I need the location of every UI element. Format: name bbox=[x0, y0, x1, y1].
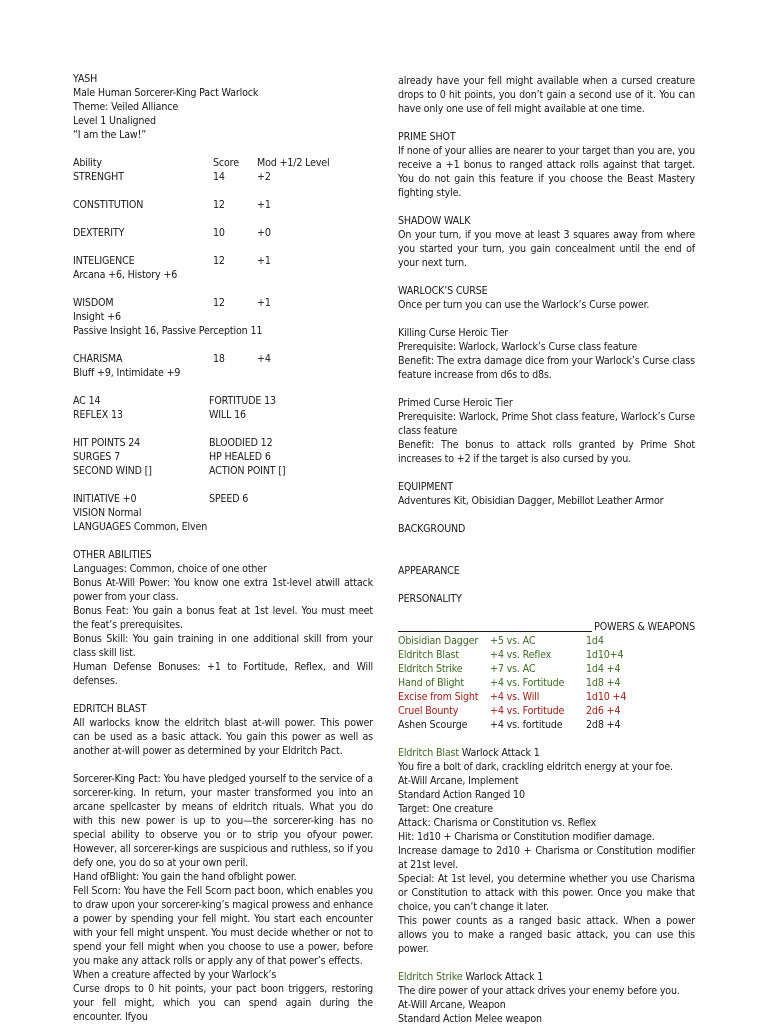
fell-scorn-text: Fell Scorn: You have the Fell Scorn pact boon, which enables you to draw upon your sorcerer-king’s magical prowess and enhance a power by spending your fell might. You start each encounter with your fell might unspent. You must decide whether or not to spend your fell might when you choose to use a power, before you make any attack rolls or apply any of that power’s effects. bbox=[73, 885, 373, 967]
mod-header: Mod +1/2 Level bbox=[257, 157, 330, 169]
ability-mod: +0 bbox=[257, 227, 271, 239]
ability-score: 12 bbox=[213, 255, 225, 267]
ability-row-int bbox=[73, 254, 373, 268]
will: WILL 16 bbox=[209, 409, 246, 421]
power-row-ashen-scourge bbox=[398, 718, 695, 732]
power-detail-line: Hit: 1d10 + Charisma or Constitution modifier damage. bbox=[398, 831, 655, 843]
power-name: Hand of Blight bbox=[398, 677, 464, 689]
wis-skills: Insight +6 bbox=[73, 311, 121, 323]
ability-row-dex bbox=[73, 226, 373, 240]
primed-curse-prerequisite: Prerequisite: Warlock, Prime Shot class feature, Warlock’s Curse class feature bbox=[398, 411, 695, 437]
power-name: Eldritch Strike bbox=[398, 663, 463, 675]
eldritch-blast-power-title: Eldritch Blast bbox=[398, 747, 459, 759]
ability-row-str bbox=[73, 170, 373, 184]
warlocks-curse-title: WARLOCK’S CURSE bbox=[398, 285, 488, 297]
hand-of-blight-text: Hand ofBlight: You gain the hand ofblight power. bbox=[73, 871, 297, 883]
eldritch-blast-text: All warlocks know the eldritch blast at-will power. This power can be used as a basic attack. You gain this power as well as another at-will power as determined by your Eldritch Pact. bbox=[73, 717, 373, 757]
powers-header-rule bbox=[398, 620, 592, 632]
fortitude: FORTITUDE 13 bbox=[209, 395, 276, 407]
other-ability-line: Bonus Skill: You gain training in one additional skill from your class skill list. bbox=[73, 633, 373, 659]
ability-header: Ability bbox=[73, 157, 102, 169]
fell-scorn-curse-text: Curse drops to 0 hit points, your pact boon triggers, restoring your fell might, which you can spend again during the encounter. Ifyou bbox=[73, 983, 373, 1023]
power-damage: 1d8 +4 bbox=[586, 677, 621, 689]
defense-row-2 bbox=[73, 408, 373, 422]
ability-mod: +1 bbox=[257, 297, 271, 309]
power-name: Obisidian Dagger bbox=[398, 635, 479, 647]
ability-mod: +1 bbox=[257, 199, 271, 211]
ability-header-row bbox=[73, 156, 373, 170]
power-row-eldritch-blast bbox=[398, 648, 695, 662]
shadow-walk-title: SHADOW WALK bbox=[398, 215, 471, 227]
primed-curse-benefit: Benefit: The bonus to attack rolls granted by Prime Shot increases to +2 if the target is also cursed by you. bbox=[398, 439, 695, 465]
power-attack: +7 vs. AC bbox=[490, 663, 536, 675]
powers-header-label: POWERS & WEAPONS bbox=[594, 621, 695, 633]
power-detail-line: You fire a bolt of dark, crackling eldritch energy at your foe. bbox=[398, 761, 673, 773]
primed-curse-title: Primed Curse Heroic Tier bbox=[398, 397, 513, 409]
power-row-cruel-bounty bbox=[398, 704, 695, 718]
power-detail-line: Target: One creature bbox=[398, 803, 493, 815]
warlocks-curse-text: Once per turn you can use the Warlock’s Curse power. bbox=[398, 299, 650, 311]
power-detail-line: Attack: Charisma or Constitution vs. Reflex bbox=[398, 817, 597, 829]
fell-scorn-trigger-text: When a creature affected by your Warlock’s bbox=[73, 969, 277, 981]
action-point-checkbox[interactable]: ACTION POINT [] bbox=[209, 465, 286, 477]
hp-row-3 bbox=[73, 464, 373, 478]
killing-curse-prerequisite: Prerequisite: Warlock, Warlock’s Curse class feature bbox=[398, 341, 638, 353]
score-header: Score bbox=[213, 157, 239, 169]
power-damage: 2d6 +4 bbox=[586, 705, 621, 717]
ability-score: 14 bbox=[213, 171, 225, 183]
power-damage: 1d10+4 bbox=[586, 649, 624, 661]
ability-name: STRENGHT bbox=[73, 171, 124, 183]
eldritch-strike-power-title: Eldritch Strike bbox=[398, 971, 463, 983]
character-theme: Theme: Veiled Alliance bbox=[73, 101, 179, 113]
power-attack: +4 vs. Fortitude bbox=[490, 705, 565, 717]
ability-name: WISDOM bbox=[73, 297, 114, 309]
power-attack: +4 vs. Reflex bbox=[490, 649, 552, 661]
power-attack: +5 vs. AC bbox=[490, 635, 536, 647]
languages: LANGUAGES Common, Elven bbox=[73, 521, 208, 533]
other-ability-line: Languages: Common, choice of one other bbox=[73, 563, 267, 575]
eldritch-strike-power-type: Warlock Attack 1 bbox=[465, 971, 544, 983]
int-skills: Arcana +6, History +6 bbox=[73, 269, 178, 281]
ability-name: CHARISMA bbox=[73, 353, 123, 365]
right-column bbox=[398, 74, 695, 1026]
other-ability-line: Bonus Feat: You gain a bonus feat at 1st level. You must meet the feat’s prerequisites. bbox=[73, 605, 373, 631]
character-name: YASH bbox=[73, 73, 98, 85]
power-name: Cruel Bounty bbox=[398, 705, 459, 717]
hp-healed: HP HEALED 6 bbox=[209, 451, 271, 463]
equipment-text: Adventures Kit, Obisidian Dagger, Mebillot Leather Armor bbox=[398, 495, 664, 507]
power-detail-line: This power counts as a ranged basic attack. When a power allows you to make a ranged basic attack, you can use this power. bbox=[398, 915, 695, 955]
power-name: Ashen Scourge bbox=[398, 719, 468, 731]
equipment-title: EQUIPMENT bbox=[398, 481, 453, 493]
shadow-walk-text: On your turn, if you move at least 3 squares away from where you started your turn, you gain concealment until the end of your next turn. bbox=[398, 229, 695, 269]
sorcerer-king-pact-text: Sorcerer-King Pact: You have pledged yourself to the service of a sorcerer-king. In return, your master transformed you into an arcane spellcaster by means of eldritch rituals. What you do with this new power is up to you—the sorcerer-king has no special ability to observe you or to strip you ofyour power. However, all sorcerer-kings are suspicious and ruthless, so if you defy one, you do so at your own peril. bbox=[73, 773, 373, 869]
ability-name: INTELIGENCE bbox=[73, 255, 135, 267]
ability-name: CONSTITUTION bbox=[73, 199, 144, 211]
personality-title: PERSONALITY bbox=[398, 593, 462, 605]
reflex: REFLEX 13 bbox=[73, 409, 123, 421]
misc-row-1 bbox=[73, 492, 373, 506]
character-description: Male Human Sorcerer-King Pact Warlock bbox=[73, 87, 259, 99]
ability-mod: +1 bbox=[257, 255, 271, 267]
powers-header bbox=[398, 620, 695, 634]
prime-shot-text: If none of your allies are nearer to your target than you are, you receive a +1 bonus to ranged attack rolls against that target. You do not gain this feature if you choose the Beast Mastery fighting style. bbox=[398, 145, 695, 199]
surges: SURGES 7 bbox=[73, 451, 120, 463]
power-detail-line: Standard Action Melee weapon bbox=[398, 1013, 542, 1025]
power-detail-line: At-Will Arcane, Weapon bbox=[398, 999, 506, 1011]
background-title: BACKGROUND bbox=[398, 523, 466, 535]
power-attack: +4 vs. Will bbox=[490, 691, 540, 703]
armor-class: AC 14 bbox=[73, 395, 101, 407]
power-detail-line: Standard Action Ranged 10 bbox=[398, 789, 525, 801]
fell-might-continued-text: already have your fell might available when a cursed creature drops to 0 hit points, you don’t gain a second use of it. You can have only one use of fell might available at one time. bbox=[398, 75, 695, 115]
eldritch-strike-power-heading bbox=[398, 970, 695, 984]
power-damage: 1d4 bbox=[586, 635, 604, 647]
left-column bbox=[73, 72, 373, 1024]
eldritch-blast-power-type: Warlock Attack 1 bbox=[461, 747, 540, 759]
ability-score: 12 bbox=[213, 199, 225, 211]
wis-passive: Passive Insight 16, Passive Perception 11 bbox=[73, 325, 263, 337]
cha-skills: Bluff +9, Intimidate +9 bbox=[73, 367, 181, 379]
ability-mod: +4 bbox=[257, 353, 271, 365]
character-level: Level 1 Unaligned bbox=[73, 115, 156, 127]
bloodied: BLOODIED 12 bbox=[209, 437, 273, 449]
power-row-eldritch-strike bbox=[398, 662, 695, 676]
second-wind-checkbox[interactable]: SECOND WIND [] bbox=[73, 465, 152, 477]
power-row-excise-from-sight bbox=[398, 690, 695, 704]
power-attack: +4 vs. fortitude bbox=[490, 719, 563, 731]
power-damage: 1d4 +4 bbox=[586, 663, 621, 675]
hp-row-1 bbox=[73, 436, 373, 450]
vision: VISION Normal bbox=[73, 507, 142, 519]
defense-row-1 bbox=[73, 394, 373, 408]
hp-row-2 bbox=[73, 450, 373, 464]
killing-curse-title: Killing Curse Heroic Tier bbox=[398, 327, 509, 339]
ability-row-con bbox=[73, 198, 373, 212]
power-detail-line: At-Will Arcane, Implement bbox=[398, 775, 519, 787]
power-row-hand-of-blight bbox=[398, 676, 695, 690]
eldritch-blast-power-heading bbox=[398, 746, 695, 760]
ability-score: 18 bbox=[213, 353, 225, 365]
ability-score: 12 bbox=[213, 297, 225, 309]
ability-row-wis bbox=[73, 296, 373, 310]
power-detail-line: The dire power of your attack drives your enemy before you. bbox=[398, 985, 680, 997]
ability-row-cha bbox=[73, 352, 373, 366]
ability-mod: +2 bbox=[257, 171, 271, 183]
hit-points: HIT POINTS 24 bbox=[73, 437, 141, 449]
eldritch-blast-title: EDRITCH BLAST bbox=[73, 703, 147, 715]
other-abilities-title: OTHER ABILITIES bbox=[73, 549, 152, 561]
power-detail-line: Special: At 1st level, you determine whether you use Charisma or Constitution to attack with this power. Once you make that choice, you can’t change it later. bbox=[398, 873, 695, 913]
prime-shot-title: PRIME SHOT bbox=[398, 131, 456, 143]
other-ability-line: Human Defense Bonuses: +1 to Fortitude, Reflex, and Will defenses. bbox=[73, 661, 373, 687]
power-name: Eldritch Blast bbox=[398, 649, 459, 661]
power-row-obsidian-dagger bbox=[398, 634, 695, 648]
other-ability-line: Bonus At-Will Power: You know one extra 1st-level atwill attack power from your class. bbox=[73, 577, 373, 603]
ability-name: DEXTERITY bbox=[73, 227, 125, 239]
appearance-title: APPEARANCE bbox=[398, 565, 460, 577]
power-damage: 1d10 +4 bbox=[586, 691, 627, 703]
power-attack: +4 vs. Fortitude bbox=[490, 677, 565, 689]
killing-curse-benefit: Benefit: The extra damage dice from your Warlock’s Curse class feature increase from d6s to d8s. bbox=[398, 355, 695, 381]
speed: SPEED 6 bbox=[209, 493, 249, 505]
power-name: Excise from Sight bbox=[398, 691, 479, 703]
character-quote: “I am the Law!” bbox=[73, 129, 147, 141]
initiative: INITIATIVE +0 bbox=[73, 493, 137, 505]
power-detail-line: Increase damage to 2d10 + Charisma or Constitution modifier at 21st level. bbox=[398, 845, 695, 871]
ability-score: 10 bbox=[213, 227, 225, 239]
power-damage: 2d8 +4 bbox=[586, 719, 621, 731]
